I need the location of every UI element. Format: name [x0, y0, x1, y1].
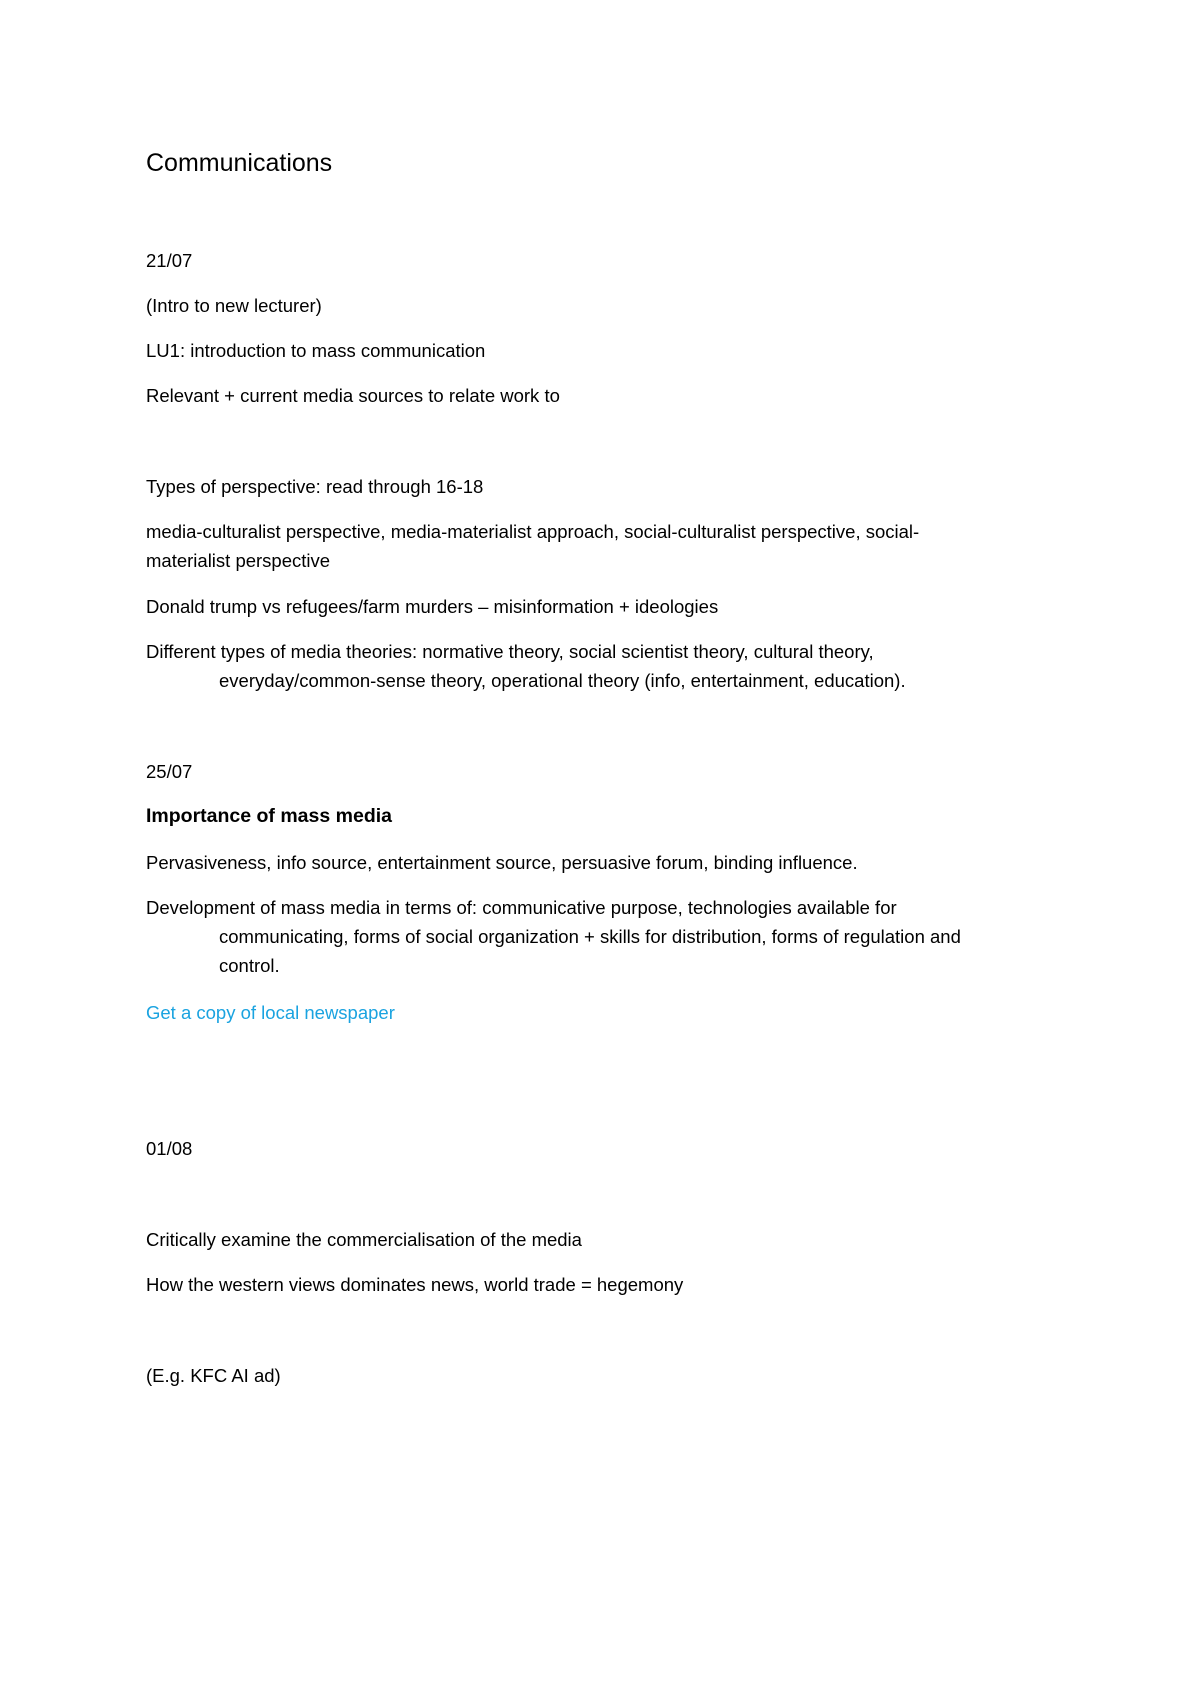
task-local-newspaper: Get a copy of local newspaper: [146, 1002, 395, 1023]
note-perspectives-line2: materialist perspective: [146, 550, 331, 571]
date-25-07: 25/07: [146, 761, 193, 782]
note-development-line2: communicating, forms of social organization + skills for distribution, forms of regulation and: [219, 926, 961, 947]
note-media-theories-line1: Different types of media theories: normative theory, social scientist theory, cultural theory,: [146, 641, 874, 662]
note-development-line1: Development of mass media in terms of: communicative purpose, technologies available for: [146, 897, 897, 918]
note-pervasiveness: Pervasiveness, info source, entertainment source, persuasive forum, binding influence.: [146, 852, 858, 873]
note-kfc-example: (E.g. KFC AI ad): [146, 1365, 281, 1386]
note-perspectives-line1: media-culturalist perspective, media-materialist approach, social-culturalist perspective, social-: [146, 521, 920, 542]
document-title: Communications: [146, 149, 333, 177]
note-commercialisation: Critically examine the commercialisation of the media: [146, 1229, 582, 1250]
note-media-theories-line2: everyday/common-sense theory, operational theory (info, entertainment, education).: [219, 670, 906, 691]
note-western-hegemony: How the western views dominates news, world trade = hegemony: [146, 1274, 684, 1295]
note-development-line3: control.: [219, 955, 280, 976]
note-lu1: LU1: introduction to mass communication: [146, 340, 486, 361]
note-trump-misinformation: Donald trump vs refugees/farm murders – misinformation + ideologies: [146, 596, 719, 617]
date-21-07: 21/07: [146, 250, 193, 271]
note-types-of-perspective: Types of perspective: read through 16-18: [146, 476, 484, 497]
date-01-08: 01/08: [146, 1138, 193, 1159]
section-heading-importance-mass-media: Importance of mass media: [146, 805, 392, 827]
note-media-sources: Relevant + current media sources to relate work to: [146, 385, 560, 406]
note-intro-lecturer: (Intro to new lecturer): [146, 295, 322, 316]
